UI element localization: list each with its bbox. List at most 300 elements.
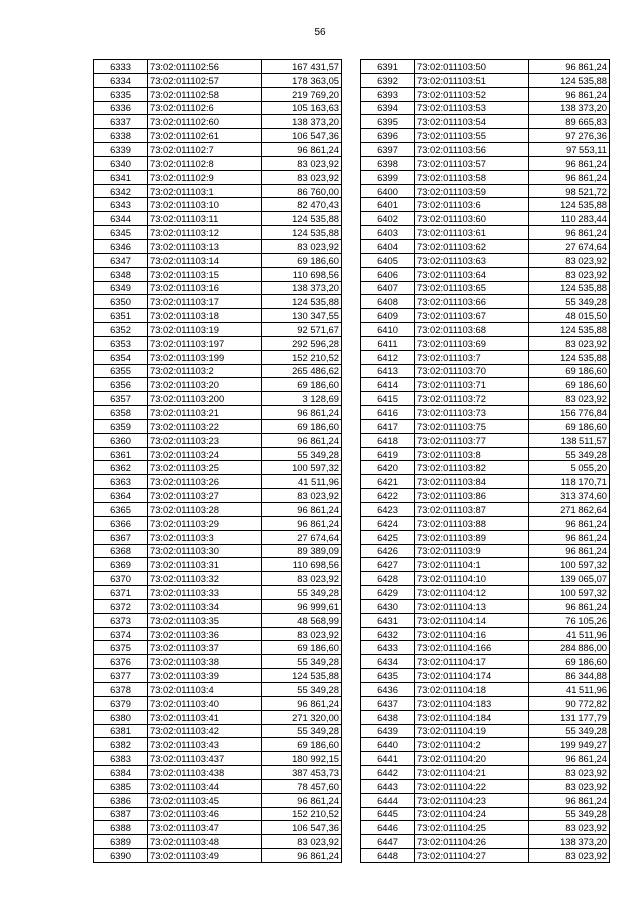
- table-row: [361, 752, 610, 766]
- cadastral-number: 73:02:011103:1: [148, 184, 262, 198]
- row-number: 6391: [361, 60, 415, 74]
- row-number: 6348: [94, 267, 148, 281]
- cadastral-value: 178 363,05: [262, 73, 342, 87]
- table-row: [94, 253, 342, 267]
- row-number: 6422: [361, 489, 415, 503]
- table-row: [94, 752, 342, 766]
- cadastral-number: 73:02:011103:64: [415, 267, 529, 281]
- table-row: [94, 627, 342, 641]
- cadastral-number: 73:02:011103:89: [415, 530, 529, 544]
- row-number: 6337: [94, 115, 148, 129]
- cadastral-number: 73:02:011102:61: [148, 129, 262, 143]
- table-row: [361, 378, 610, 392]
- table-row: [94, 516, 342, 530]
- table-row: [361, 295, 610, 309]
- cadastral-value: 90 772,82: [529, 696, 610, 710]
- cadastral-value: 55 349,28: [262, 655, 342, 669]
- cadastral-value: 271 320,00: [262, 710, 342, 724]
- table-row: [361, 73, 610, 87]
- row-number: 6362: [94, 461, 148, 475]
- row-number: 6420: [361, 461, 415, 475]
- cadastral-value: 96 861,24: [529, 599, 610, 613]
- table-row: [94, 281, 342, 295]
- cadastral-number: 73:02:011103:36: [148, 627, 262, 641]
- cadastral-value: 83 023,92: [529, 821, 610, 835]
- cadastral-value: 27 674,64: [529, 239, 610, 253]
- cadastral-value: 130 347,55: [262, 309, 342, 323]
- table-row: [94, 350, 342, 364]
- table-row: [361, 724, 610, 738]
- row-number: 6336: [94, 101, 148, 115]
- row-number: 6417: [361, 419, 415, 433]
- row-number: 6395: [361, 115, 415, 129]
- table-row: [94, 489, 342, 503]
- table-row: [361, 807, 610, 821]
- cadastral-number: 73:02:011103:82: [415, 461, 529, 475]
- cadastral-value: 139 065,07: [529, 572, 610, 586]
- cadastral-value: 5 055,20: [529, 461, 610, 475]
- row-number: 6386: [94, 793, 148, 807]
- row-number: 6411: [361, 336, 415, 350]
- row-number: 6446: [361, 821, 415, 835]
- cadastral-value: 55 349,28: [529, 447, 610, 461]
- cadastral-number: 73:02:011103:46: [148, 807, 262, 821]
- cadastral-number: 73:02:011103:52: [415, 87, 529, 101]
- cadastral-number: 73:02:011104:13: [415, 599, 529, 613]
- table-row: [361, 433, 610, 447]
- table-row: [361, 849, 610, 863]
- row-number: 6385: [94, 779, 148, 793]
- cadastral-number: 73:02:011103:15: [148, 267, 262, 281]
- row-number: 6375: [94, 641, 148, 655]
- row-number: 6359: [94, 419, 148, 433]
- row-number: 6378: [94, 682, 148, 696]
- cadastral-number: 73:02:011103:47: [148, 821, 262, 835]
- row-number: 6448: [361, 849, 415, 863]
- table-row: [361, 613, 610, 627]
- row-number: 6357: [94, 392, 148, 406]
- cadastral-number: 73:02:011103:8: [415, 447, 529, 461]
- table-row: [94, 295, 342, 309]
- row-number: 6343: [94, 198, 148, 212]
- row-number: 6421: [361, 475, 415, 489]
- cadastral-value: 69 186,60: [529, 419, 610, 433]
- table-row: [94, 558, 342, 572]
- row-number: 6349: [94, 281, 148, 295]
- table-row: [94, 724, 342, 738]
- cadastral-number: 73:02:011103:21: [148, 406, 262, 420]
- cadastral-value: 96 999,61: [262, 599, 342, 613]
- cadastral-number: 73:02:011103:200: [148, 392, 262, 406]
- cadastral-number: 73:02:011102:58: [148, 87, 262, 101]
- row-number: 6360: [94, 433, 148, 447]
- cadastral-number: 73:02:011103:49: [148, 849, 262, 863]
- row-number: 6439: [361, 724, 415, 738]
- table-row: [94, 807, 342, 821]
- row-number: 6419: [361, 447, 415, 461]
- row-number: 6346: [94, 239, 148, 253]
- cadastral-value: 97 553,11: [529, 143, 610, 157]
- table-row: [361, 115, 610, 129]
- cadastral-value: 124 535,88: [262, 669, 342, 683]
- cadastral-value: 156 776,84: [529, 406, 610, 420]
- cadastral-value: 167 431,57: [262, 60, 342, 74]
- cadastral-value: 69 186,60: [262, 419, 342, 433]
- cadastral-number: 73:02:011103:32: [148, 572, 262, 586]
- row-number: 6387: [94, 807, 148, 821]
- cadastral-number: 73:02:011103:39: [148, 669, 262, 683]
- cadastral-number: 73:02:011103:65: [415, 281, 529, 295]
- cadastral-number: 73:02:011103:31: [148, 558, 262, 572]
- cadastral-value: 69 186,60: [262, 378, 342, 392]
- table-row: [94, 212, 342, 226]
- row-number: 6358: [94, 406, 148, 420]
- cadastral-value: 138 511,57: [529, 433, 610, 447]
- cadastral-number: 73:02:011103:2: [148, 364, 262, 378]
- cadastral-number: 73:02:011103:40: [148, 696, 262, 710]
- table-row: [94, 710, 342, 724]
- row-number: 6374: [94, 627, 148, 641]
- row-number: 6366: [94, 516, 148, 530]
- table-row: [94, 60, 342, 74]
- table-row: [361, 226, 610, 240]
- cadastral-value: 124 535,88: [529, 281, 610, 295]
- table-row: [361, 516, 610, 530]
- cadastral-number: 73:02:011103:60: [415, 212, 529, 226]
- cadastral-number: 73:02:011104:19: [415, 724, 529, 738]
- table-row: [361, 766, 610, 780]
- cadastral-number: 73:02:011102:6: [148, 101, 262, 115]
- cadastral-number: 73:02:011104:17: [415, 655, 529, 669]
- cadastral-number: 73:02:011103:24: [148, 447, 262, 461]
- table-row: [94, 115, 342, 129]
- cadastral-number: 73:02:011103:38: [148, 655, 262, 669]
- row-number: 6365: [94, 503, 148, 517]
- table-row: [361, 323, 610, 337]
- row-number: 6347: [94, 253, 148, 267]
- cadastral-value: 110 698,56: [262, 558, 342, 572]
- table-row: [361, 696, 610, 710]
- cadastral-number: 73:02:011104:24: [415, 807, 529, 821]
- table-row: [361, 489, 610, 503]
- cadastral-value: 124 535,88: [529, 73, 610, 87]
- row-number: 6367: [94, 530, 148, 544]
- table-row: [361, 267, 610, 281]
- cadastral-value: 124 535,88: [529, 323, 610, 337]
- row-number: 6390: [94, 849, 148, 863]
- table-row: [361, 793, 610, 807]
- cadastral-value: 83 023,92: [529, 766, 610, 780]
- table-row: [361, 156, 610, 170]
- row-number: 6436: [361, 682, 415, 696]
- cadastral-value: 106 547,36: [262, 129, 342, 143]
- table-row: [361, 87, 610, 101]
- table-row: [94, 572, 342, 586]
- cadastral-value: 124 535,88: [529, 198, 610, 212]
- row-number: 6339: [94, 143, 148, 157]
- cadastral-value: 124 535,88: [262, 226, 342, 240]
- cadastral-number: 73:02:011103:199: [148, 350, 262, 364]
- cadastral-value: 89 665,83: [529, 115, 610, 129]
- cadastral-value: 96 861,24: [262, 143, 342, 157]
- cadastral-value: 96 861,24: [529, 170, 610, 184]
- cadastral-value: 96 861,24: [529, 226, 610, 240]
- row-number: 6352: [94, 323, 148, 337]
- cadastral-number: 73:02:011104:27: [415, 849, 529, 863]
- cadastral-number: 73:02:011103:68: [415, 323, 529, 337]
- row-number: 6356: [94, 378, 148, 392]
- table-row: [94, 696, 342, 710]
- table-row: [94, 835, 342, 849]
- table-row: [361, 447, 610, 461]
- cadastral-number: 73:02:011104:166: [415, 641, 529, 655]
- table-row: [94, 101, 342, 115]
- table-row: [94, 184, 342, 198]
- cadastral-value: 124 535,88: [529, 350, 610, 364]
- row-number: 6405: [361, 253, 415, 267]
- table-row: [361, 60, 610, 74]
- cadastral-number: 73:02:011103:41: [148, 710, 262, 724]
- cadastral-number: 73:02:011104:174: [415, 669, 529, 683]
- table-row: [94, 433, 342, 447]
- row-number: 6393: [361, 87, 415, 101]
- cadastral-value: 96 861,24: [529, 60, 610, 74]
- row-number: 6416: [361, 406, 415, 420]
- table-row: [94, 226, 342, 240]
- cadastral-number: 73:02:011103:66: [415, 295, 529, 309]
- table-row: [361, 253, 610, 267]
- cadastral-value: 83 023,92: [529, 253, 610, 267]
- cadastral-value: 98 521,72: [529, 184, 610, 198]
- row-number: 6353: [94, 336, 148, 350]
- cadastral-value: 96 861,24: [262, 696, 342, 710]
- table-row: [94, 336, 342, 350]
- table-row: [94, 599, 342, 613]
- row-number: 6340: [94, 156, 148, 170]
- row-number: 6342: [94, 184, 148, 198]
- cadastral-value: 86 760,00: [262, 184, 342, 198]
- row-number: 6384: [94, 766, 148, 780]
- table-row: [94, 170, 342, 184]
- row-number: 6447: [361, 835, 415, 849]
- row-number: 6369: [94, 558, 148, 572]
- registry-table-left: [93, 59, 342, 863]
- cadastral-value: 55 349,28: [529, 807, 610, 821]
- table-row: [94, 87, 342, 101]
- cadastral-number: 73:02:011103:13: [148, 239, 262, 253]
- row-number: 6443: [361, 779, 415, 793]
- table-row: [361, 170, 610, 184]
- row-number: 6338: [94, 129, 148, 143]
- cadastral-value: 82 470,43: [262, 198, 342, 212]
- cadastral-value: 83 023,92: [262, 835, 342, 849]
- cadastral-number: 73:02:011103:57: [415, 156, 529, 170]
- row-number: 6407: [361, 281, 415, 295]
- cadastral-number: 73:02:011103:87: [415, 503, 529, 517]
- page-number: 56: [314, 27, 326, 38]
- cadastral-number: 73:02:011103:14: [148, 253, 262, 267]
- cadastral-value: 138 373,20: [262, 115, 342, 129]
- cadastral-number: 73:02:011103:54: [415, 115, 529, 129]
- cadastral-number: 73:02:011103:67: [415, 309, 529, 323]
- row-number: 6425: [361, 530, 415, 544]
- table-row: [361, 239, 610, 253]
- cadastral-number: 73:02:011103:11: [148, 212, 262, 226]
- cadastral-value: 313 374,60: [529, 489, 610, 503]
- cadastral-value: 86 344,88: [529, 669, 610, 683]
- cadastral-number: 73:02:011104:18: [415, 682, 529, 696]
- cadastral-number: 73:02:011103:56: [415, 143, 529, 157]
- cadastral-number: 73:02:011103:22: [148, 419, 262, 433]
- cadastral-number: 73:02:011104:16: [415, 627, 529, 641]
- cadastral-value: 96 861,24: [262, 516, 342, 530]
- cadastral-value: 55 349,28: [262, 586, 342, 600]
- cadastral-value: 48 568,99: [262, 613, 342, 627]
- cadastral-value: 69 186,60: [262, 253, 342, 267]
- cadastral-value: 41 511,96: [262, 475, 342, 489]
- cadastral-number: 73:02:011103:19: [148, 323, 262, 337]
- row-number: 6434: [361, 655, 415, 669]
- cadastral-value: 83 023,92: [262, 239, 342, 253]
- cadastral-value: 96 861,24: [529, 516, 610, 530]
- cadastral-value: 3 128,69: [262, 392, 342, 406]
- cadastral-number: 73:02:011103:6: [415, 198, 529, 212]
- row-number: 6377: [94, 669, 148, 683]
- cadastral-number: 73:02:011104:10: [415, 572, 529, 586]
- table-row: [94, 738, 342, 752]
- table-row: [94, 655, 342, 669]
- cadastral-value: 96 861,24: [262, 433, 342, 447]
- cadastral-number: 73:02:011103:73: [415, 406, 529, 420]
- row-number: 6376: [94, 655, 148, 669]
- table-row: [361, 184, 610, 198]
- table-row: [94, 641, 342, 655]
- cadastral-number: 73:02:011102:8: [148, 156, 262, 170]
- cadastral-value: 76 105,26: [529, 613, 610, 627]
- row-number: 6392: [361, 73, 415, 87]
- table-row: [94, 267, 342, 281]
- table-row: [94, 323, 342, 337]
- cadastral-value: 96 861,24: [529, 156, 610, 170]
- row-number: 6414: [361, 378, 415, 392]
- cadastral-number: 73:02:011103:12: [148, 226, 262, 240]
- cadastral-number: 73:02:011103:71: [415, 378, 529, 392]
- table-row: [94, 392, 342, 406]
- cadastral-value: 27 674,64: [262, 530, 342, 544]
- cadastral-value: 55 349,28: [529, 295, 610, 309]
- row-number: 6424: [361, 516, 415, 530]
- cadastral-number: 73:02:011103:51: [415, 73, 529, 87]
- table-row: [361, 503, 610, 517]
- cadastral-value: 180 992,15: [262, 752, 342, 766]
- cadastral-value: 83 023,92: [529, 392, 610, 406]
- cadastral-number: 73:02:011102:9: [148, 170, 262, 184]
- cadastral-value: 69 186,60: [262, 641, 342, 655]
- cadastral-value: 83 023,92: [262, 627, 342, 641]
- cadastral-value: 83 023,92: [529, 267, 610, 281]
- cadastral-number: 73:02:011102:7: [148, 143, 262, 157]
- cadastral-value: 138 373,20: [529, 101, 610, 115]
- table-row: [94, 530, 342, 544]
- table-row: [94, 766, 342, 780]
- row-number: 6400: [361, 184, 415, 198]
- row-number: 6354: [94, 350, 148, 364]
- cadastral-number: 73:02:011103:23: [148, 433, 262, 447]
- table-row: [361, 641, 610, 655]
- cadastral-value: 83 023,92: [262, 489, 342, 503]
- table-row: [94, 849, 342, 863]
- table-row: [94, 821, 342, 835]
- row-number: 6408: [361, 295, 415, 309]
- row-number: 6429: [361, 586, 415, 600]
- row-number: 6370: [94, 572, 148, 586]
- row-number: 6437: [361, 696, 415, 710]
- cadastral-number: 73:02:011103:34: [148, 599, 262, 613]
- table-row: [94, 73, 342, 87]
- cadastral-value: 97 276,36: [529, 129, 610, 143]
- row-number: 6397: [361, 143, 415, 157]
- table-row: [361, 419, 610, 433]
- cadastral-value: 100 597,32: [262, 461, 342, 475]
- cadastral-value: 69 186,60: [262, 738, 342, 752]
- cadastral-number: 73:02:011104:22: [415, 779, 529, 793]
- row-number: 6394: [361, 101, 415, 115]
- table-row: [361, 364, 610, 378]
- cadastral-number: 73:02:011103:26: [148, 475, 262, 489]
- row-number: 6351: [94, 309, 148, 323]
- table-row: [94, 544, 342, 558]
- cadastral-value: 69 186,60: [529, 378, 610, 392]
- cadastral-number: 73:02:011104:183: [415, 696, 529, 710]
- row-number: 6355: [94, 364, 148, 378]
- cadastral-value: 152 210,52: [262, 350, 342, 364]
- cadastral-number: 73:02:011103:50: [415, 60, 529, 74]
- cadastral-value: 96 861,24: [529, 87, 610, 101]
- cadastral-value: 96 861,24: [529, 544, 610, 558]
- row-number: 6415: [361, 392, 415, 406]
- cadastral-value: 96 861,24: [262, 406, 342, 420]
- cadastral-number: 73:02:011104:25: [415, 821, 529, 835]
- row-number: 6379: [94, 696, 148, 710]
- cadastral-value: 387 453,73: [262, 766, 342, 780]
- cadastral-value: 131 177,79: [529, 710, 610, 724]
- cadastral-value: 152 210,52: [262, 807, 342, 821]
- table-row: [361, 530, 610, 544]
- row-number: 6371: [94, 586, 148, 600]
- cadastral-number: 73:02:011103:16: [148, 281, 262, 295]
- table-row: [94, 461, 342, 475]
- row-number: 6442: [361, 766, 415, 780]
- table-row: [94, 419, 342, 433]
- cadastral-number: 73:02:011103:197: [148, 336, 262, 350]
- row-number: 6423: [361, 503, 415, 517]
- cadastral-number: 73:02:011103:438: [148, 766, 262, 780]
- table-row: [361, 198, 610, 212]
- row-number: 6361: [94, 447, 148, 461]
- cadastral-value: 96 861,24: [529, 530, 610, 544]
- cadastral-value: 96 861,24: [529, 793, 610, 807]
- cadastral-value: 124 535,88: [262, 295, 342, 309]
- row-number: 6380: [94, 710, 148, 724]
- table-row: [94, 364, 342, 378]
- table-row: [361, 586, 610, 600]
- row-number: 6404: [361, 239, 415, 253]
- table-row: [361, 599, 610, 613]
- cadastral-number: 73:02:011103:30: [148, 544, 262, 558]
- cadastral-number: 73:02:011103:35: [148, 613, 262, 627]
- table-row: [94, 586, 342, 600]
- cadastral-number: 73:02:011103:61: [415, 226, 529, 240]
